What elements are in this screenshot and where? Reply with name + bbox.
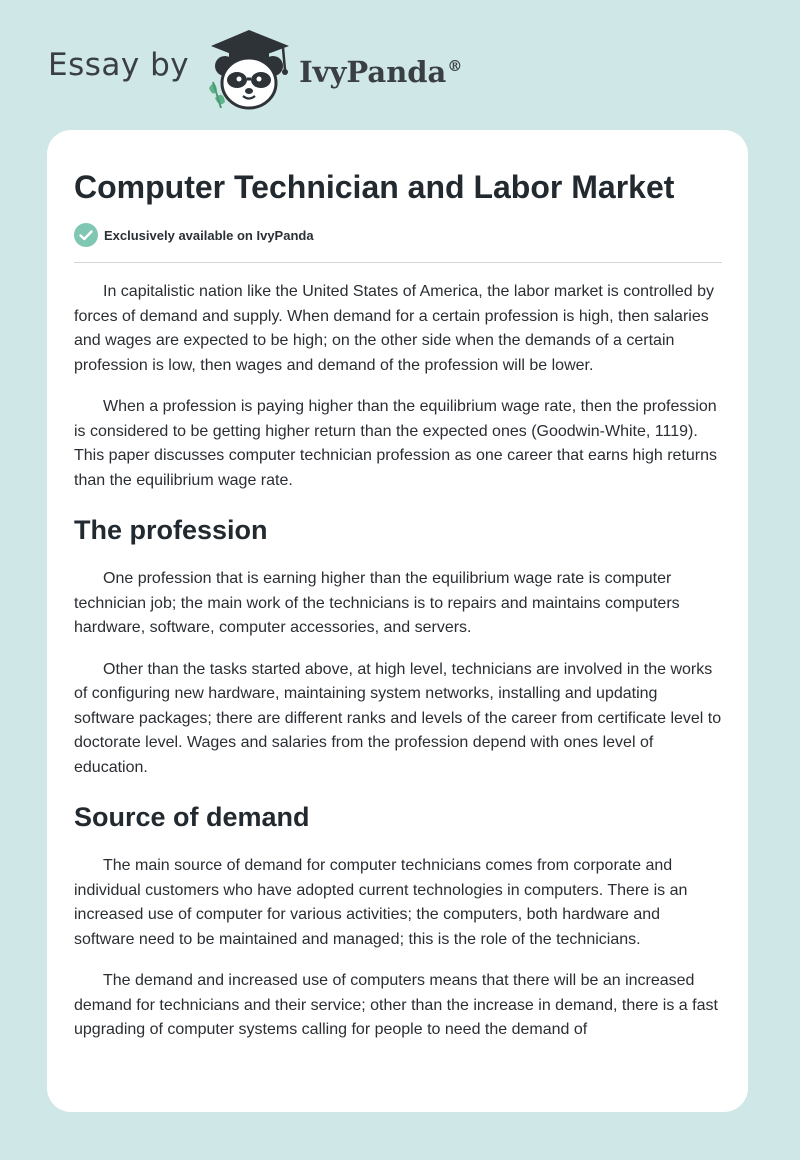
title-divider [74,262,722,263]
brand-name: IvyPanda® [299,55,463,89]
paragraph: When a profession is paying higher than the equilibrium wage rate, then the profession is considered to be getting higher return than the expected ones (Goodwin-White, 1119). This paper discusses computer technician profession as one career that earns high returns than the equilibrium wage rate. [74,398,718,489]
paragraph: The main source of demand for computer technicians comes from corporate and individual customers who have adopted current technologies in computers. There is an increased use of computer for various activities; the computers, both hardware and software need to be maintained and managed; this is the role of the technicians. [74,857,688,948]
brand-prefix: Essay by [48,47,190,83]
paragraph: One profession that is earning higher than the equilibrium wage rate is computer technician job; the main work of the technicians is to repairs and maintains computers hardware, software, computer accessories, and servers. [74,570,680,636]
paragraph: Other than the tasks started above, at high level, technicians are involved in the works of configuring new hardware, maintaining system networks, installing and updating software packages; there are different ranks and levels of the career from certificate level to doctorate level. Wages and salaries from the profession depend with ones level of education. [74,660,722,776]
section-heading: Source of demand [74,802,310,832]
essay-card [47,130,748,1112]
check-circle-icon [74,223,98,247]
brand-header[interactable] [48,28,462,112]
paragraph: In capitalistic nation like the United States of America, the labor market is controlled by forces of demand and supply. When demand for a certain profession is high, then salaries and wages are expected to be high; on the other side when the demands of a certain profession is low, then wages and demand of the profession will be lower. [74,283,714,374]
panda-graduate-logo-icon [203,28,297,112]
registered-mark: ® [447,57,463,76]
exclusive-badge-text: Exclusively available on IvyPanda [104,227,314,243]
section-heading: The profession [74,515,268,545]
exclusive-badge [74,222,722,248]
essay-title: Computer Technician and Labor Market [74,169,675,205]
paragraph: The demand and increased use of computers means that there will be an increased demand for technicians and their service; other than the increase in demand, there is a fast upgrading of computer systems calling for people to need the demand of [74,972,718,1038]
